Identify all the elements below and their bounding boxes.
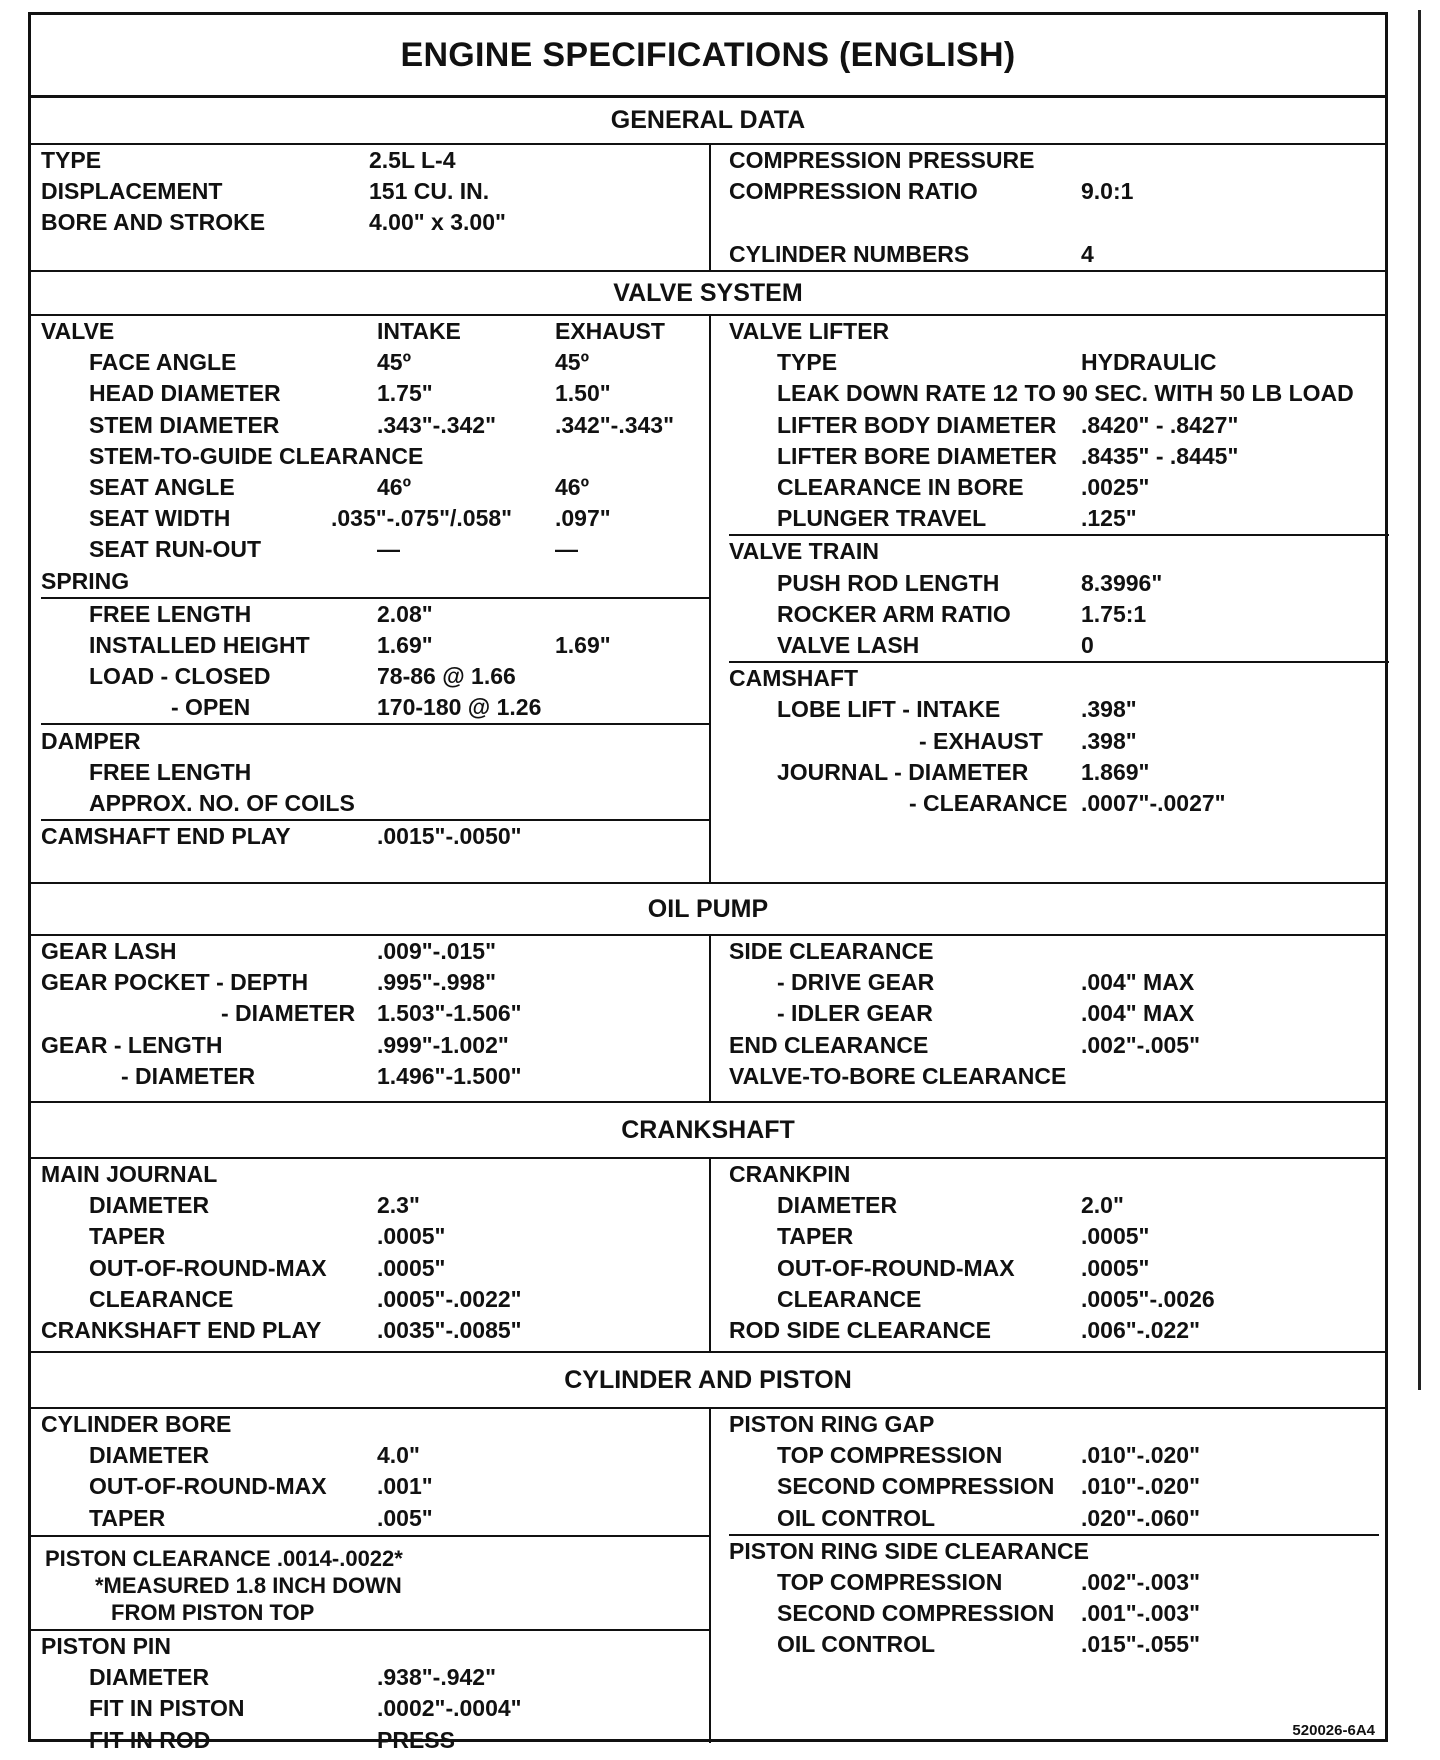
spec-label: SEAT WIDTH	[89, 505, 231, 532]
spec-label: CLEARANCE	[89, 1285, 234, 1312]
spec-row	[729, 1315, 1379, 1346]
spec-label: TYPE	[41, 147, 102, 174]
spec-label: TAPER	[777, 1223, 854, 1250]
spec-value: 151 CU. IN.	[369, 178, 490, 205]
spec-label: - IDLER GEAR	[777, 1000, 933, 1027]
spec-row	[41, 1409, 709, 1440]
spec-value: .009"-.015"	[377, 938, 496, 965]
spec-value: .938"-.942"	[377, 1664, 496, 1691]
spec-row	[729, 725, 1389, 756]
spec-value: .004" MAX	[1081, 969, 1195, 996]
piston-clearance-note	[45, 1545, 705, 1626]
spec-label: VALVE-TO-BORE CLEARANCE	[729, 1062, 1067, 1089]
spec-row	[41, 1725, 709, 1756]
spec-row	[41, 1662, 709, 1693]
spec-row	[41, 1440, 709, 1471]
spec-row	[729, 316, 1389, 347]
spec-label: - DRIVE GEAR	[777, 969, 935, 996]
intake-value: 45º	[377, 349, 411, 376]
spec-label: CYLINDER NUMBERS	[729, 240, 970, 267]
spec-label: JOURNAL - DIAMETER	[777, 758, 1029, 785]
exhaust-value: 45º	[555, 349, 589, 376]
spec-row	[729, 663, 1389, 694]
spec-value: 1.503"-1.506"	[377, 1000, 522, 1027]
spec-row	[729, 1503, 1379, 1536]
spec-row	[41, 378, 709, 409]
spec-row	[41, 534, 709, 565]
spec-row	[41, 503, 709, 534]
spec-value: .8420" - .8427"	[1081, 411, 1239, 438]
spec-value: .0007"-.0027"	[1081, 789, 1226, 816]
spec-label: - OPEN	[171, 694, 251, 721]
section-header-oil: OIL PUMP	[647, 894, 769, 923]
spec-row	[41, 599, 709, 630]
spec-value: .0005"-.0022"	[377, 1285, 522, 1312]
divider	[31, 1535, 710, 1537]
spec-row	[729, 1440, 1379, 1471]
spec-value: 1.496"-1.500"	[377, 1062, 522, 1089]
spec-row	[41, 145, 721, 176]
spec-row	[41, 1284, 709, 1315]
spec-row	[729, 1629, 1379, 1660]
crank-left	[41, 1159, 709, 1346]
spec-label: INSTALLED HEIGHT	[89, 631, 310, 658]
spec-label: PISTON RING GAP	[729, 1411, 935, 1438]
spec-row	[41, 316, 709, 347]
spec-label: SEAT RUN-OUT	[89, 536, 262, 563]
spec-label: CLEARANCE	[777, 1285, 922, 1312]
spec-row	[729, 599, 1389, 630]
spec-row	[41, 347, 709, 378]
spec-row	[41, 1061, 709, 1092]
spec-row	[729, 568, 1389, 599]
spec-row	[729, 1221, 1379, 1252]
spec-value: .0002"-.0004"	[377, 1695, 522, 1722]
spec-label: PISTON PIN	[41, 1633, 171, 1660]
section-header-general: GENERAL DATA	[610, 105, 806, 134]
spec-label: OIL CONTROL	[777, 1504, 936, 1531]
spec-row	[729, 472, 1389, 503]
spec-label: CRANKPIN	[729, 1161, 851, 1188]
section-header-cyl: CYLINDER AND PISTON	[564, 1365, 852, 1394]
spec-label: TAPER	[89, 1223, 166, 1250]
spec-row	[41, 176, 721, 207]
spec-value: 2.0"	[1081, 1192, 1124, 1219]
spec-label: VALVE LIFTER	[729, 318, 890, 345]
spec-label: DIAMETER	[89, 1442, 210, 1469]
spec-row	[729, 694, 1389, 725]
spec-label: PLUNGER TRAVEL	[777, 505, 987, 532]
spec-row	[729, 1284, 1379, 1315]
valve-right	[729, 316, 1389, 850]
spec-label: APPROX. NO. OF COILS	[89, 789, 355, 816]
spec-row	[729, 757, 1389, 788]
spec-label: FIT IN PISTON	[89, 1695, 245, 1722]
spec-label: ROD SIDE CLEARANCE	[729, 1317, 991, 1344]
spec-row	[41, 1315, 709, 1346]
spec-row	[729, 1159, 1379, 1190]
spec-label: VALVE	[41, 318, 115, 345]
spec-label: DIAMETER	[89, 1192, 210, 1219]
intake-value: INTAKE	[377, 318, 461, 345]
spec-value: .001"-.003"	[1081, 1600, 1200, 1627]
spec-row	[41, 757, 709, 788]
spec-row	[729, 145, 1379, 176]
spec-label: TAPER	[89, 1504, 166, 1531]
spec-row	[729, 410, 1389, 441]
spec-label: OIL CONTROL	[777, 1631, 936, 1658]
spec-value: .995"-.998"	[377, 969, 496, 996]
spec-row	[729, 819, 1389, 850]
spec-value: .125"	[1081, 505, 1137, 532]
spec-label: END CLEARANCE	[729, 1031, 929, 1058]
intake-value: 1.75"	[377, 380, 433, 407]
spec-label: FREE LENGTH	[89, 758, 252, 785]
spec-label: - DIAMETER	[221, 1000, 356, 1027]
exhaust-value: .097"	[555, 505, 611, 532]
exhaust-value: .342"-.343"	[555, 411, 674, 438]
edge-fragment	[1418, 10, 1421, 1390]
spec-label: PISTON RING SIDE CLEARANCE	[729, 1537, 1089, 1564]
spec-row	[729, 207, 1379, 238]
spec-label: PUSH ROD LENGTH	[777, 569, 1000, 596]
spec-value: .020"-.060"	[1081, 1504, 1200, 1531]
spec-row	[729, 1536, 1379, 1567]
spec-row	[41, 207, 721, 238]
spec-label: - CLEARANCE	[909, 789, 1068, 816]
spec-value: .8435" - .8445"	[1081, 442, 1239, 469]
spec-label: LOAD - CLOSED	[89, 663, 271, 690]
spec-row	[729, 967, 1379, 998]
spec-row	[729, 378, 1389, 409]
spec-row	[41, 566, 709, 599]
spec-row	[41, 1503, 709, 1534]
spec-label: TOP COMPRESSION	[777, 1569, 1003, 1596]
exhaust-value: —	[555, 536, 578, 563]
spec-label: SEAT ANGLE	[89, 474, 235, 501]
spec-row	[729, 936, 1379, 967]
crank-right	[729, 1159, 1379, 1346]
spec-row	[41, 661, 709, 692]
spec-value: .0005"	[377, 1223, 446, 1250]
spec-value: .004" MAX	[1081, 1000, 1195, 1027]
spec-value: .015"-.055"	[1081, 1631, 1200, 1658]
column-divider	[709, 314, 711, 882]
spec-label: SPRING	[41, 567, 130, 594]
spec-row	[41, 410, 709, 441]
spec-label: FACE ANGLE	[89, 349, 237, 376]
spec-label: DAMPER	[41, 727, 141, 754]
spec-label: VALVE TRAIN	[729, 538, 879, 565]
spec-row	[729, 1061, 1379, 1092]
spec-label: STEM DIAMETER	[89, 411, 280, 438]
spec-label: DISPLACEMENT	[41, 178, 223, 205]
spec-row	[41, 998, 709, 1029]
spec-row	[41, 630, 709, 661]
note-line-3: FROM PISTON TOP	[111, 1600, 315, 1625]
spec-label: CAMSHAFT END PLAY	[41, 823, 291, 850]
cyl-left-top	[41, 1409, 709, 1534]
spec-row	[729, 788, 1389, 819]
spec-row	[729, 998, 1379, 1029]
spec-label: LOBE LIFT - INTAKE	[777, 696, 1001, 723]
oil-left	[41, 936, 709, 1092]
spec-label: STEM-TO-GUIDE CLEARANCE	[89, 442, 424, 469]
exhaust-value: 1.50"	[555, 380, 611, 407]
spec-row	[729, 1190, 1379, 1221]
intake-value: 78-86 @ 1.66	[377, 663, 516, 690]
spec-row	[729, 176, 1379, 207]
spec-label: CLEARANCE IN BORE	[777, 474, 1024, 501]
spec-row	[729, 1471, 1379, 1502]
spec-label: HEAD DIAMETER	[89, 380, 281, 407]
valve-left	[41, 316, 709, 852]
spec-row	[729, 1598, 1379, 1629]
spec-value: .0005"-.0026	[1081, 1285, 1215, 1312]
spec-row	[729, 1253, 1379, 1284]
spec-label: - EXHAUST	[919, 727, 1043, 754]
spec-label: LIFTER BORE DIAMETER	[777, 442, 1057, 469]
oil-right	[729, 936, 1379, 1092]
spec-value: 4.00" x 3.00"	[369, 209, 506, 236]
spec-label: FIT IN ROD	[89, 1726, 211, 1753]
spec-label: CAMSHAFT	[729, 665, 859, 692]
spec-label: BORE AND STROKE	[41, 209, 266, 236]
spec-row	[41, 788, 709, 821]
spec-row	[41, 1253, 709, 1284]
spec-value: .010"-.020"	[1081, 1442, 1200, 1469]
figure-code: 520026-6A4	[1292, 1722, 1375, 1739]
spec-row	[41, 1030, 709, 1061]
intake-value: 1.69"	[377, 631, 433, 658]
spec-label: DIAMETER	[777, 1192, 898, 1219]
intake-value: .035"-.075"/.058"	[331, 505, 513, 532]
exhaust-value: EXHAUST	[555, 318, 665, 345]
spec-value: 1.75:1	[1081, 600, 1147, 627]
spec-label: LIFTER BODY DIAMETER	[777, 411, 1057, 438]
spec-row	[41, 1631, 709, 1662]
spec-row	[41, 1159, 709, 1190]
spec-row	[729, 441, 1389, 472]
spec-sheet	[28, 12, 1388, 1753]
spec-value: .006"-.022"	[1081, 1317, 1200, 1344]
exhaust-value: 46º	[555, 474, 589, 501]
spec-label: OUT-OF-ROUND-MAX	[89, 1473, 327, 1500]
spec-value: PRESS	[377, 1726, 455, 1753]
intake-value: 170-180 @ 1.26	[377, 694, 542, 721]
spec-value: 9.0:1	[1081, 178, 1134, 205]
spec-row	[729, 536, 1389, 567]
spec-value: HYDRAULIC	[1081, 349, 1217, 376]
spec-row	[41, 936, 709, 967]
intake-value: —	[377, 536, 400, 563]
spec-value: .0005"	[1081, 1223, 1150, 1250]
page-title: ENGINE SPECIFICATIONS (ENGLISH)	[400, 35, 1016, 74]
spec-label: COMPRESSION PRESSURE	[729, 147, 1035, 174]
spec-row	[729, 630, 1389, 663]
spec-label: CYLINDER BORE	[41, 1411, 232, 1438]
spec-label: VALVE LASH	[777, 631, 920, 658]
spec-label: MAIN JOURNAL	[41, 1161, 218, 1188]
spec-label: ROCKER ARM RATIO	[777, 600, 1011, 627]
spec-row	[729, 347, 1389, 378]
spec-label: CRANKSHAFT END PLAY	[41, 1317, 322, 1344]
spec-value: 2.5L L-4	[369, 147, 456, 174]
column-divider	[709, 143, 711, 270]
column-divider	[709, 1157, 711, 1351]
column-divider	[709, 934, 711, 1101]
spec-value: .0005"	[377, 1254, 446, 1281]
spec-label: - DIAMETER	[121, 1062, 256, 1089]
general-left	[41, 145, 721, 270]
general-right	[729, 145, 1379, 270]
spec-value: .002"-.005"	[1081, 1031, 1200, 1058]
spec-label: GEAR POCKET - DEPTH	[41, 969, 309, 996]
spec-value: 4	[1081, 240, 1094, 267]
spec-label: GEAR - LENGTH	[41, 1031, 223, 1058]
note-line-1: PISTON CLEARANCE .0014-.0022*	[45, 1546, 403, 1571]
note-line-2: *MEASURED 1.8 INCH DOWN	[95, 1573, 402, 1598]
spec-row	[729, 239, 1379, 270]
spec-value: .010"-.020"	[1081, 1473, 1200, 1500]
intake-value: .0015"-.0050"	[377, 823, 522, 850]
spec-label: SECOND COMPRESSION	[777, 1600, 1055, 1627]
section-header-crank: CRANKSHAFT	[621, 1115, 795, 1144]
spec-label: OUT-OF-ROUND-MAX	[777, 1254, 1015, 1281]
spec-label: FREE LENGTH	[89, 600, 252, 627]
section-header-valve: VALVE SYSTEM	[613, 278, 803, 307]
intake-value: .343"-.342"	[377, 411, 496, 438]
spec-value: 0	[1081, 631, 1094, 658]
spec-value: .999"-1.002"	[377, 1031, 509, 1058]
spec-value: 4.0"	[377, 1442, 420, 1469]
spec-label: COMPRESSION RATIO	[729, 178, 978, 205]
spec-value: .002"-.003"	[1081, 1569, 1200, 1596]
spec-value: 1.869"	[1081, 758, 1150, 785]
spec-value: 8.3996"	[1081, 569, 1163, 596]
spec-row	[41, 239, 721, 270]
spec-value: .0005"	[1081, 1254, 1150, 1281]
spec-row	[41, 472, 709, 503]
intake-value: 46º	[377, 474, 411, 501]
spec-row	[41, 692, 709, 725]
spec-value: .398"	[1081, 727, 1137, 754]
spec-label: LEAK DOWN RATE 12 TO 90 SEC. WITH 50 LB LOAD	[777, 380, 1354, 407]
spec-row	[41, 1190, 709, 1221]
column-divider	[709, 1407, 711, 1743]
spec-row	[729, 1567, 1379, 1598]
cyl-left-bottom	[41, 1631, 709, 1756]
intake-value: 2.08"	[377, 600, 433, 627]
spec-row	[41, 725, 709, 756]
spec-row	[41, 1693, 709, 1724]
spec-row	[729, 1030, 1379, 1061]
spec-row	[729, 1409, 1379, 1440]
spec-value: 2.3"	[377, 1192, 420, 1219]
spec-row	[41, 1221, 709, 1252]
exhaust-value: 1.69"	[555, 631, 611, 658]
spec-value: .0025"	[1081, 474, 1150, 501]
spec-value: .001"	[377, 1473, 433, 1500]
spec-value: .005"	[377, 1504, 433, 1531]
spec-label: GEAR LASH	[41, 938, 177, 965]
spec-row	[41, 821, 709, 852]
spec-row	[41, 967, 709, 998]
spec-label: TYPE	[777, 349, 838, 376]
spec-label: OUT-OF-ROUND-MAX	[89, 1254, 327, 1281]
spec-row	[41, 1471, 709, 1502]
spec-label: SIDE CLEARANCE	[729, 938, 934, 965]
spec-label: TOP COMPRESSION	[777, 1442, 1003, 1469]
cyl-right	[729, 1409, 1379, 1661]
spec-label: DIAMETER	[89, 1664, 210, 1691]
spec-row	[41, 441, 709, 472]
spec-value: .398"	[1081, 696, 1137, 723]
spec-row	[729, 503, 1389, 536]
spec-value: .0035"-.0085"	[377, 1317, 522, 1344]
spec-label: SECOND COMPRESSION	[777, 1473, 1055, 1500]
